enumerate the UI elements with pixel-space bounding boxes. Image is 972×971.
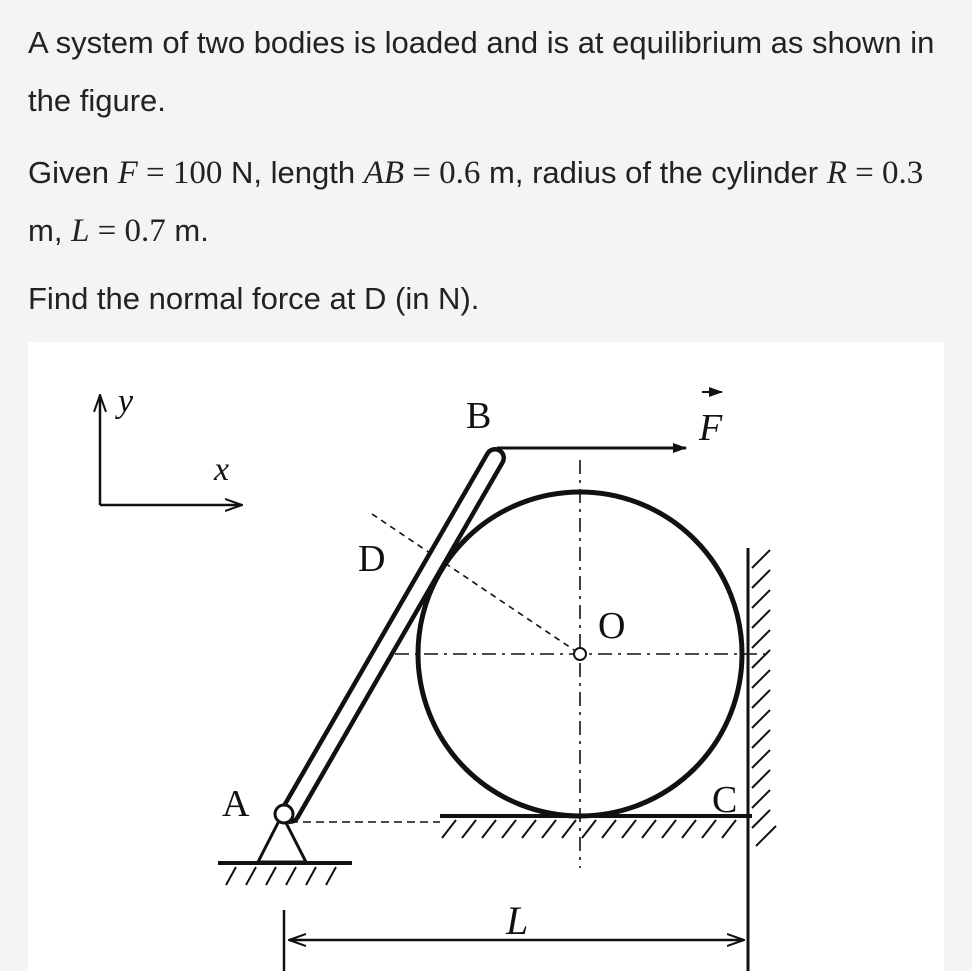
problem-statement bbox=[28, 14, 948, 342]
F-unit: N, length bbox=[222, 155, 364, 190]
ground bbox=[440, 816, 752, 838]
x-axis-label: x bbox=[214, 451, 230, 488]
given-text bbox=[28, 144, 948, 260]
equals-sign: = bbox=[137, 155, 173, 191]
R-symbol: R bbox=[826, 155, 847, 191]
equals-sign: = bbox=[89, 213, 125, 249]
AB-unit: m, radius of the cylinder bbox=[480, 155, 827, 190]
given-prefix: Given bbox=[28, 155, 118, 190]
label-B: B bbox=[466, 395, 492, 437]
equals-sign: = bbox=[846, 155, 883, 191]
question-text: Find the normal force at D (in N). bbox=[28, 281, 480, 316]
L-unit: m. bbox=[165, 213, 209, 248]
label-F-group bbox=[698, 392, 723, 449]
label-L: L bbox=[506, 898, 529, 943]
mechanics-diagram bbox=[28, 342, 944, 971]
wall bbox=[748, 548, 776, 971]
label-C: C bbox=[712, 779, 738, 821]
bar-AB bbox=[290, 458, 495, 813]
F-value: 100 bbox=[172, 155, 223, 191]
y-axis-label: y bbox=[118, 383, 134, 420]
coordinate-axes bbox=[100, 383, 242, 505]
AB-symbol: AB bbox=[363, 155, 405, 191]
AB-value: 0.6 bbox=[439, 155, 481, 191]
intro-text: A system of two bodies is loaded and is at equilibrium as shown in the figure. bbox=[28, 25, 935, 118]
equals-sign: = bbox=[404, 155, 440, 191]
label-D: D bbox=[358, 538, 386, 580]
F-symbol: F bbox=[117, 155, 138, 191]
L-symbol: L bbox=[71, 213, 90, 249]
L-value: 0.7 bbox=[124, 213, 166, 249]
figure bbox=[28, 342, 944, 971]
label-F: F bbox=[699, 407, 723, 449]
label-A: A bbox=[222, 783, 250, 825]
label-O: O bbox=[598, 605, 626, 647]
R-value: 0.3 bbox=[882, 155, 924, 191]
R-unit: m, bbox=[28, 213, 72, 248]
center-O-point bbox=[574, 648, 586, 660]
